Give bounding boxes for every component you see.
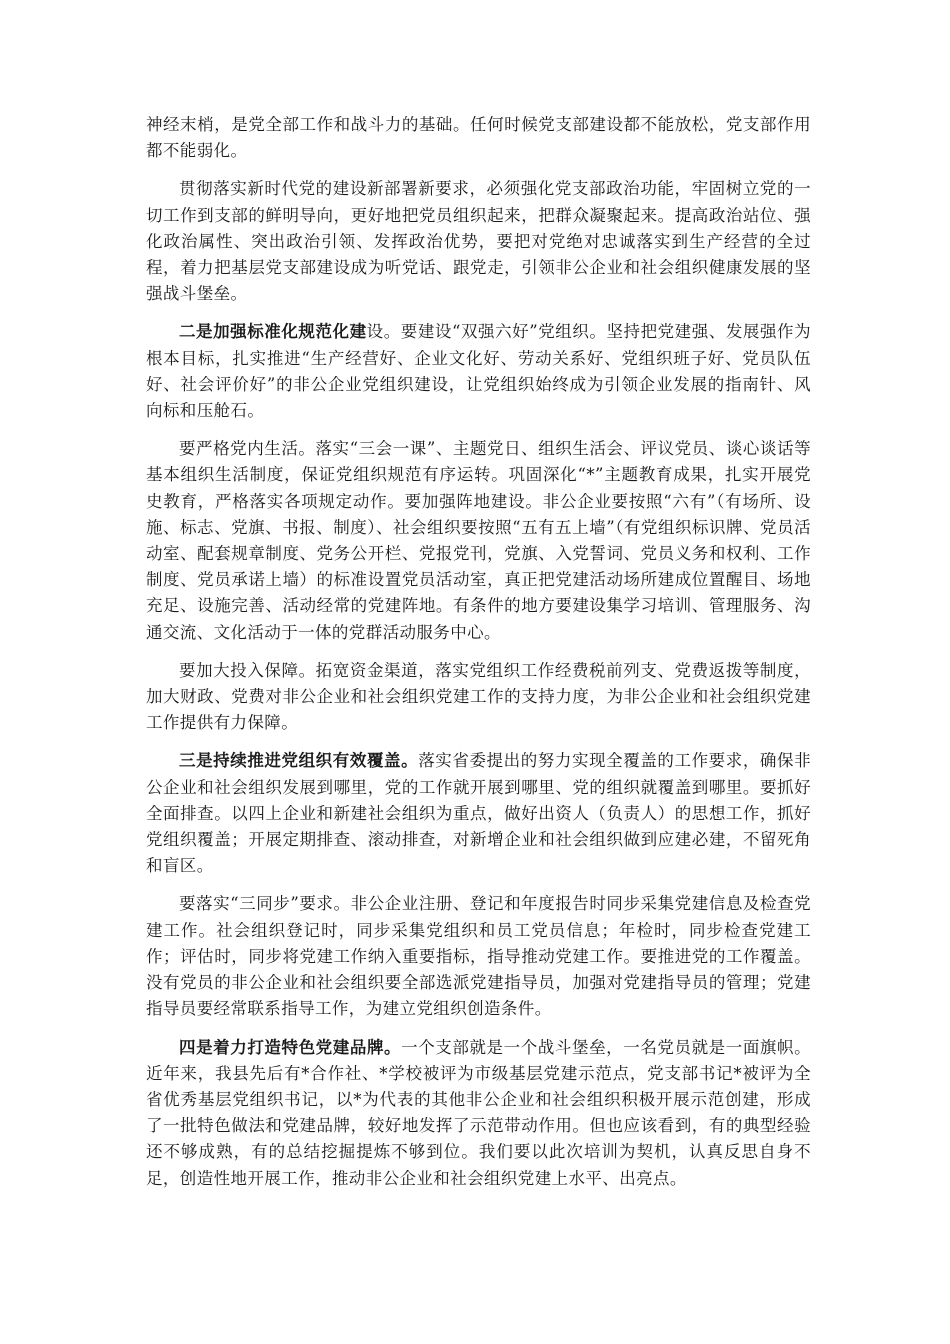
paragraph-3 — [146, 319, 811, 424]
paragraph-1 — [146, 112, 811, 164]
paragraph-5 — [146, 658, 811, 737]
paragraph-3-lead: 二是加强标准化规范化建 — [179, 322, 367, 342]
paragraph-5-text: 要加大投入保障。拓宽资金渠道，落实党组织工作经费税前列支、党费返拨等制度，加大财政、党费对非公企业和社会组织党建工作的支持力度，为非公企业和社会组织党建工作提供有力保障。 — [146, 660, 811, 733]
paragraph-3-text: 设。要建设“双强六好”党组织。坚持把党建强、发展强作为根本目标，扎实推进“生产经营好、企业文化好、劳动关系好、党组织班子好、党员队伍好、社会评价好”的非公企业党组织建设，让党组织始终成为引领企业发展的指南针、风向标和压舱石。 — [146, 322, 812, 421]
document-body — [146, 112, 811, 1204]
paragraph-8-lead: 四是着力打造特色党建品牌。 — [179, 1037, 402, 1057]
paragraph-6 — [146, 748, 811, 879]
paragraph-1-text: 神经末梢，是党全部工作和战斗力的基础。任何时候党支部建设都不能放松，党支部作用都不能弱化。 — [146, 115, 811, 161]
paragraph-7 — [146, 891, 811, 1022]
paragraph-6-lead: 三是持续推进党组织有效覆盖。 — [179, 751, 419, 771]
paragraph-6-text: 落实省委提出的努力实现全覆盖的工作要求，确保非公企业和社会组织发展到哪里，党的工作就开展到哪里、党的组织就覆盖到哪里。要抓好全面排查。以四上企业和新建社会组织为重点，做好出资人（负责人）的思想工作，抓好党组织覆盖；开展定期排查、滚动排查，对新增企业和社会组织做到应建必建，不留死角和盲区。 — [146, 751, 811, 876]
paragraph-8-text: 一个支部就是一个战斗堡垒，一名党员就是一面旗帜。近年来，我县先后有*合作社、*学校被评为市级基层党建示范点，党支部书记*被评为全省优秀基层党组织书记，以*为代表的其他非公企业和社会组织积极开展示范创建，形成了一批特色做法和党建品牌，较好地发挥了示范带动作用。但也应该看到，有的典型经验还不够成熟，有的总结挖掘提炼不够到位。我们要以此次培训为契机，认真反思自身不足，创造性地开展工作，推动非公企业和社会组织党建上水平、出亮点。 — [146, 1037, 811, 1188]
paragraph-8 — [146, 1035, 811, 1192]
paragraph-2-text: 贯彻落实新时代党的建设新部署新要求，必须强化党支部政治功能，牢固树立党的一切工作到支部的鲜明导向，更好地把党员组织起来，把群众凝聚起来。提高政治站位、强化政治属性、突出政治引领、发挥政治优势，要把对党绝对忠诚落实到生产经营的全过程，着力把基层党支部建设成为听党话、跟党走，引领非公企业和社会组织健康发展的坚强战斗堡垒。 — [146, 179, 811, 304]
paragraph-4 — [146, 436, 811, 646]
paragraph-7-text: 要落实“三同步”要求。非公企业注册、登记和年度报告时同步采集党建信息及检查党建工作。社会组织登记时，同步采集党组织和员工党员信息；年检时，同步检查党建工作；评估时，同步将党建工作纳入重要指标，指导推动党建工作。要推进党的工作覆盖。没有党员的非公企业和社会组织要全部选派党建指导员，加强对党建指导员的管理；党建指导员要经常联系指导工作，为建立党组织创造条件。 — [146, 894, 811, 1019]
paragraph-4-text: 要严格党内生活。落实“三会一课”、主题党日、组织生活会、评议党员、谈心谈话等基本组织生活制度，保证党组织规范有序运转。巩固深化“*”主题教育成果，扎实开展党史教育，严格落实各项规定动作。要加强阵地建设。非公企业要按照“六有”（有场所、设施、标志、党旗、书报、制度）、社会组织要按照“五有五上墙”（有党组织标识牌、党员活动室、配套规章制度、党务公开栏、党报党刊，党旗、入党誓词、党员义务和权利、工作制度、党员承诺上墙）的标准设置党员活动室，真正把党建活动场所建成位置醒目、场地充足、设施完善、活动经常的党建阵地。有条件的地方要建设集学习培训、管理服务、沟通交流、文化活动于一体的党群活动服务中心。 — [146, 439, 811, 642]
paragraph-2 — [146, 176, 811, 307]
